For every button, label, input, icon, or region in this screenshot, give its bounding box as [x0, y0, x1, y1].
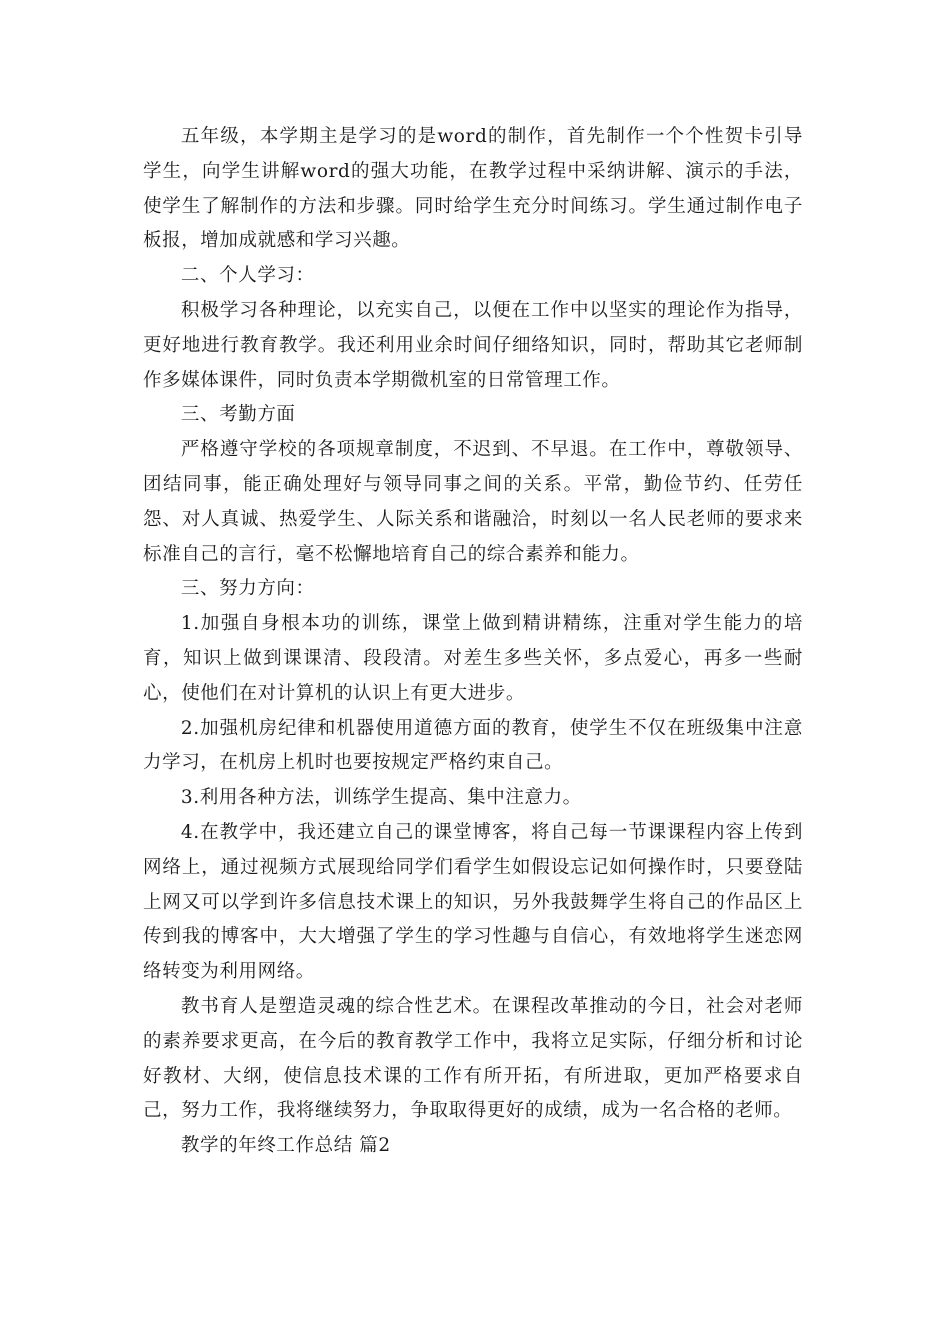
paragraph-attendance: 严格遵守学校的各项规章制度，不迟到、不早退。在工作中，尊敬领导、团结同事，能正确处理好与领导同事之间的关系。平常，勤俭节约、任劳任怨、对人真诚、热爱学生、人际关系和谐融洽，时刻以一名人民老师的要求来标准自己的言行，毫不松懈地培育自己的综合素养和能力。 — [143, 439, 803, 565]
section-title-part-2: 教学的年终工作总结 篇2 — [180, 1135, 391, 1157]
heading-effort-direction: 三、努力方向： — [180, 578, 315, 600]
list-item-4: 4.在教学中，我还建立自己的课堂博客，将自己每一节课课程内容上传到网络上，通过视频方式展现给同学们看学生如假设忘记如何操作时，只要登陆上网又可以学到许多信息技术课上的知识，另外我鼓舞学生将自己的作品区上传到我的博客中，大大增强了学生的学习性趣与自信心，有效地将学生迷恋网络转变为利用网络。 — [143, 821, 803, 983]
paragraph-personal-study: 积极学习各种理论，以充实自己，以便在工作中以坚实的理论作为指导，更好地进行教育教学。我还利用业余时间仔细络知识，同时，帮助其它老师制作多媒体课件，同时负责本学期微机室的日常管理工作。 — [143, 299, 803, 391]
list-item-2: 2.加强机房纪律和机器使用道德方面的教育，使学生不仅在班级集中注意力学习，在机房上机时也要按规定严格约束自己。 — [143, 717, 803, 774]
document-page — [143, 120, 803, 1164]
heading-attendance: 三、考勤方面 — [180, 404, 296, 426]
heading-personal-study: 二、个人学习： — [180, 265, 315, 287]
list-item-1: 1.加强自身根本功的训练，课堂上做到精讲精练，注重对学生能力的培育，知识上做到课课清、段段清。对差生多些关怀，多点爱心，再多一些耐心，使他们在对计算机的认识上有更大进步。 — [143, 613, 803, 704]
paragraph-conclusion: 教书育人是塑造灵魂的综合性艺术。在课程改革推动的今日，社会对老师的素养要求更高，在今后的教育教学工作中，我将立足实际，仔细分析和讨论好教材、大纲，使信息技术课的工作有所开拓，有所进取，更加严格要求自己，努力工作，我将继续努力，争取取得更好的成绩，成为一名合格的老师。 — [143, 995, 803, 1122]
list-item-3: 3.利用各种方法，训练学生提高、集中注意力。 — [180, 787, 582, 809]
paragraph-grade-five: 五年级，本学期主是学习的是word的制作，首先制作一个个性贺卡引导学生，向学生讲解word的强大功能，在教学过程中采纳讲解、演示的手法，使学生了解制作的方法和步骤。同时给学生充分时间练习。学生通过制作电子板报，增加成就感和学习兴趣。 — [143, 126, 803, 252]
